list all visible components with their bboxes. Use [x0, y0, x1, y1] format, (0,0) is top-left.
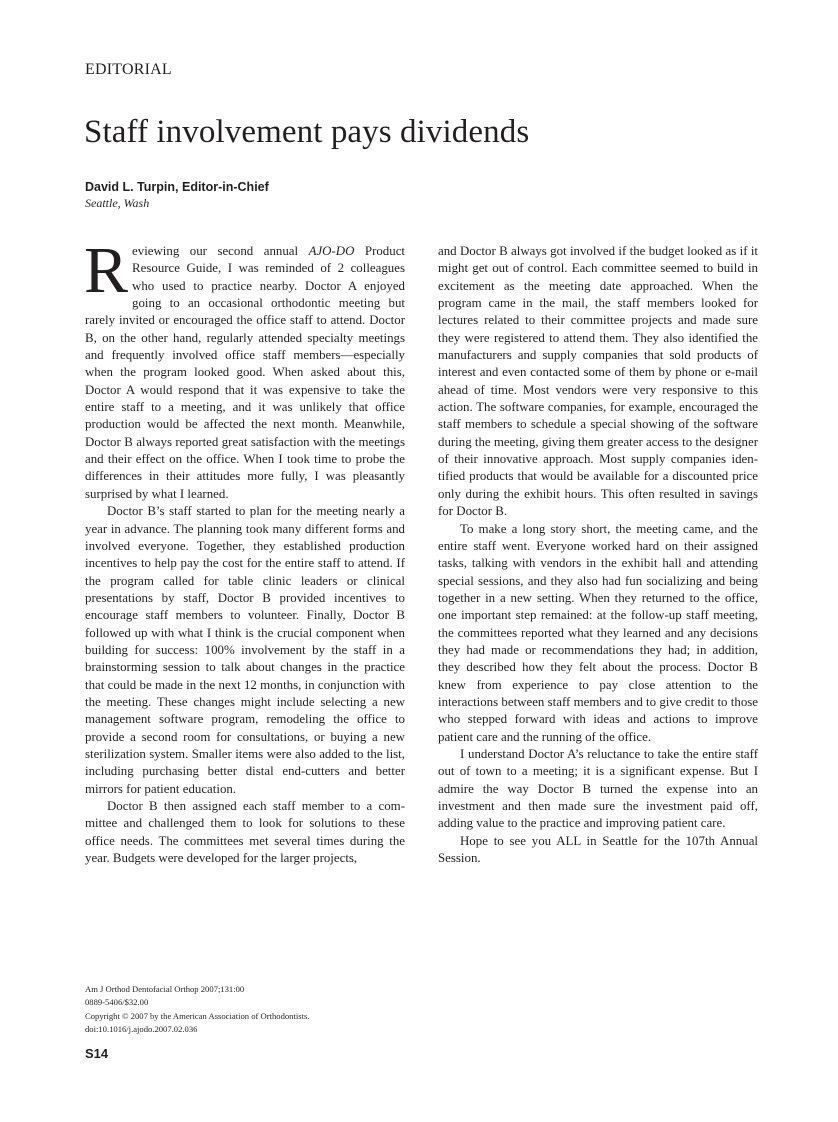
- paragraph: Reviewing our second annual AJO-DO Product Resource Guide, I was reminded of 2 colleagues who used to practice nearby. Doctor A enjoyed going to an occasional orthodontic meeting but rarely invited or encouraged the office staff to attend. Doctor B, on the other hand, regularly attended specialty meetings and frequently involved office staff members—especially when the program looked good. When asked about this, Doctor A would respond that it was expensive to take the entire staff to a meeting, and it was unlikely that office production would be affected the next month. Meanwhile, Doctor B always reported great satisfaction with the meetings and their effect on the office. When I took time to probe the differences in their attitudes more fully, I was pleasantly surprised by what I learned.: [84, 234, 405, 501]
- page-number: S14: [85, 1046, 109, 1061]
- paragraph: and Doctor B always got involved if the budget looked as if it might get out of control. Each committee seemed to build in excitement as the meeting date approached. When the program came in the mail, the staff members looked for lectures related to their committee projects and made sure they were registered to attend them. They also identified the manufacturers and supply companies that sold products of interest and even contacted some of them by phone or e-mail ahead of time. Most vendors were very responsive to this action. The software companies, for example, encouraged the staff members to schedule a special showing of the software during the meeting, giving them greater access to the designer of their innovative approach. Most supply companies identified products that would be available for a discounted price only during the exhibit hours. This often resulted in savings for Doctor B.: [438, 244, 759, 519]
- drop-cap: R: [84, 234, 129, 307]
- doi-link[interactable]: doi:10.1016/j.ajodo.2007.02.036: [85, 1024, 198, 1035]
- paragraph: Doctor B’s staff started to plan for the meeting nearly a year in advance. The planning took many different forms and involved everyone. Together, they established production incentives to help pay the cost for the entire staff to attend. If the program called for table clinic leaders or clinical presentations by staff, Doctor B provided incentives to encourage staff members to volunteer. Finally, Doctor B followed up with what I think is the crucial component when building for success: 100% involvement by the staff in a brainstorming session to talk about changes in the practice that could be made in the next 12 months, in conjunction with the meeting. These changes might include selecting a new management software program, remodeling the office to provide a second room for consultations, or buying a new sterilization system. Smaller items were also added to the list, including purchasing better distal end-cutters and better mirrors for patient education.: [85, 504, 405, 796]
- right-column: [438, 243, 758, 867]
- issn-price: 0889-5406/$32.00: [85, 997, 149, 1008]
- paragraph: Doctor B then assigned each staff member to a committee and challenged them to look for solutions to these office needs. The committees met several times during the year. Budgets were developed for the larger projects,: [85, 799, 405, 866]
- journal-citation: Am J Orthod Dentofacial Orthop 2007;131:00: [85, 984, 245, 994]
- author-affiliation: Seattle, Wash: [85, 196, 150, 210]
- left-column: [84, 234, 405, 867]
- paragraph: I understand Doctor A’s reluctance to take the entire staff out of town to a meeting; it is a significant expense. But I admire the way Doctor B turned the expense into an investment and then made sure the investment paid off, adding value to the practice and improving patient care.: [438, 746, 758, 831]
- paragraph: Hope to see you ALL in Seattle for the 107th Annual Session.: [438, 833, 758, 866]
- journal-name: AJO-DO: [308, 244, 355, 258]
- article-title: Staff involvement pays dividends: [84, 114, 530, 150]
- citation-footer: [85, 983, 309, 1037]
- paragraph: To make a long story short, the meeting came, and the entire staff went. Everyone worked hard on their assigned tasks, talking with vendors in the exhibit hall and attending special sessions, and they also had fun socializing and being together in a new setting. When they returned to the office, one important step remained: at the follow-up staff meeting, the committees reported what they learned and any decisions they had made or recommendations they had; in addition, they described how they felt about the process. Doctor B knew from experience to pay close attention to the interactions between staff members and to give credit to those who stepped forward with ideas and actions to improve patient care and the running of the office.: [438, 521, 758, 744]
- copyright-notice: Copyright © 2007 by the American Association of Orthodontists.: [85, 1010, 310, 1021]
- author-byline: David L. Turpin, Editor-in-Chief: [85, 180, 269, 194]
- section-label: EDITORIAL: [85, 61, 172, 78]
